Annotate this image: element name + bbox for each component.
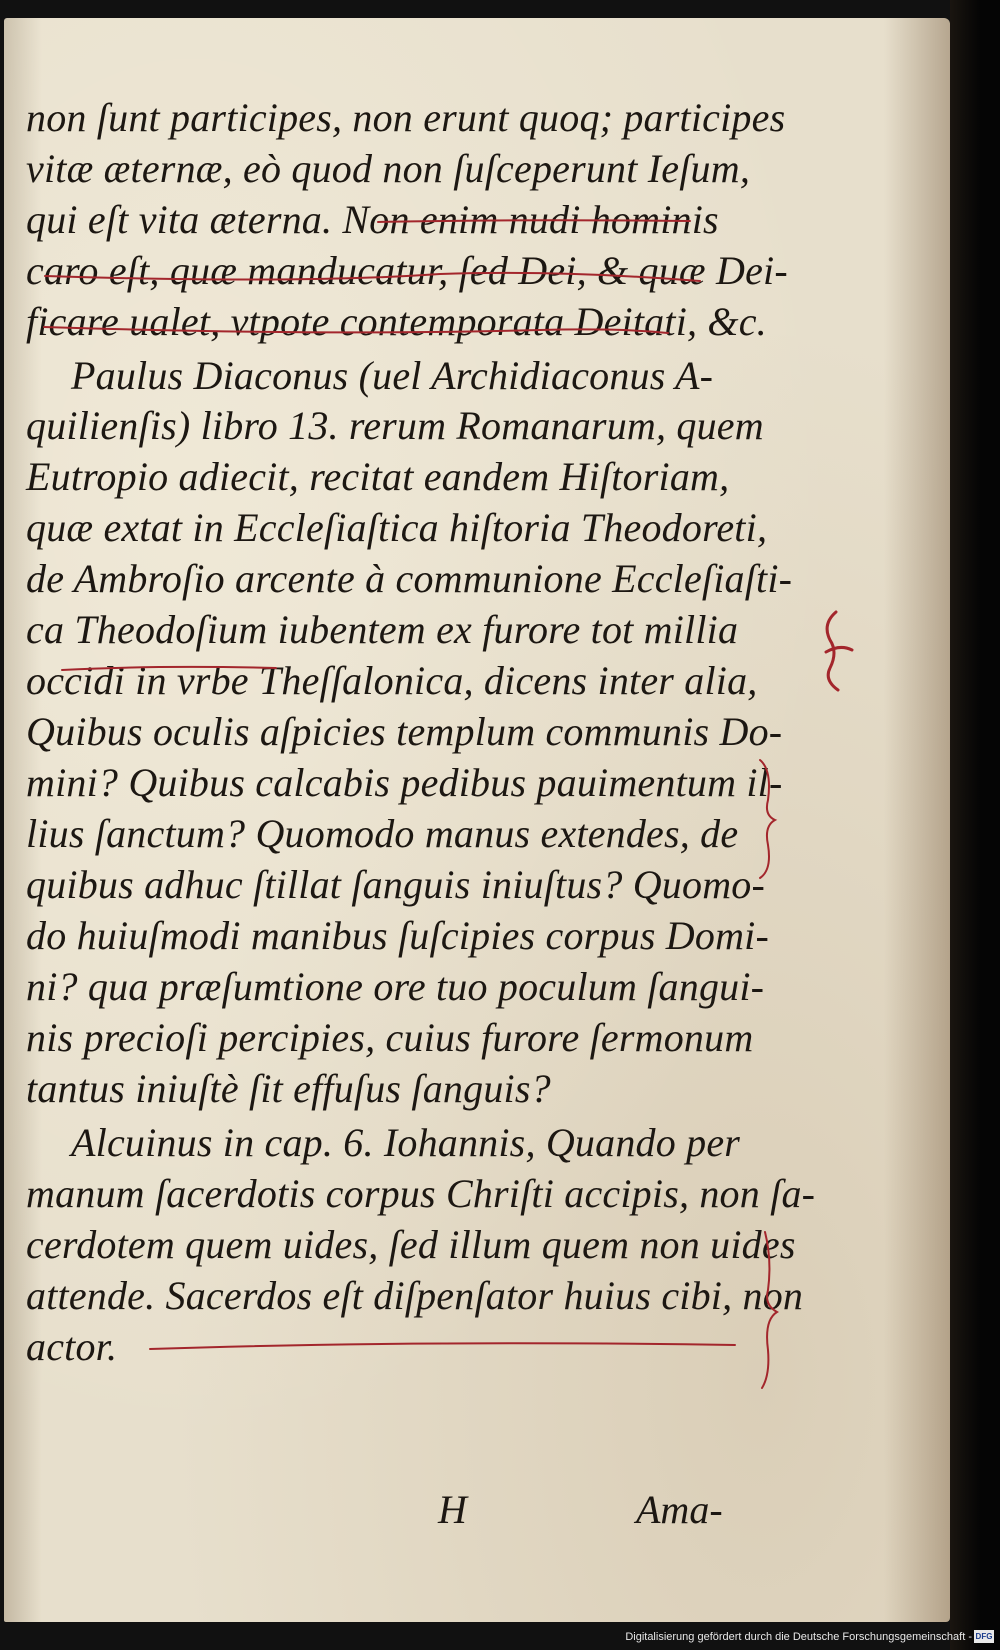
text-line: quibus adhuc ſtillat ſanguis iniuſtus? Quomo- [26, 862, 766, 907]
text-line: actor. [26, 1324, 118, 1369]
paragraph-start-line: Alcuinus in cap. 6. Iohannis, Quando per [71, 1120, 741, 1165]
text-line: ficare ualet, vtpote contemporata Deitati, &c. [26, 299, 767, 344]
text-line: quæ extat in Eccleſiaſtica hiſtoria Theodoreti, [26, 505, 768, 550]
text-line: qui eſt vita æterna. Non enim nudi hominis [26, 197, 719, 242]
text-line: lius ſanctum? Quomodo manus extendes, de [26, 811, 739, 856]
catchword: Ama- [636, 1487, 723, 1532]
text-line: ni? qua præſumtione ore tuo poculum ſangui- [26, 964, 765, 1009]
paragraph-start-line: Paulus Diaconus (uel Archidiaconus A- [71, 353, 714, 398]
text-line: quilienſis) libro 13. rerum Romanarum, quem [26, 403, 764, 448]
page-footer-marks [26, 1486, 766, 1536]
dfg-logo: DFG [975, 1632, 993, 1641]
text-line: do huiuſmodi manibus ſuſcipies corpus Domi- [26, 913, 770, 958]
text-line: vitæ æternæ, eò quod non ſuſceperunt Ieſum, [26, 146, 751, 191]
signature-mark: H [438, 1487, 467, 1532]
text-line: occidi in vrbe Theſſalonica, dicens inter alia, [26, 658, 758, 703]
book-edge-shadow [950, 0, 1000, 1650]
text-line: tantus iniuſtè ſit effuſus ſanguis? [26, 1066, 551, 1111]
text-line: de Ambroſio arcente à communione Eccleſiaſti- [26, 556, 793, 601]
book-page [4, 18, 950, 1622]
text-line: non ſunt participes, non erunt quoq; participes [26, 95, 786, 140]
text-line: nis precioſi percipies, cuius furore ſermonum [26, 1015, 754, 1060]
text-line: Eutropio adiecit, recitat eandem Hiſtoriam, [26, 454, 730, 499]
text-line: ca Theodoſium iubentem ex furore tot millia [26, 607, 739, 652]
digitization-credit: Digitalisierung gefördert durch die Deutsche Forschungsgemeinschaft - [625, 1631, 972, 1643]
text-line: caro eſt, quæ manducatur, ſed Dei, & quæ Dei- [26, 248, 788, 293]
text-line: Quibus oculis aſpicies templum communis Do- [26, 709, 783, 754]
text-line: cerdotem quem uides, ſed illum quem non uides [26, 1222, 796, 1267]
text-line: mini? Quibus calcabis pedibus pauimentum il- [26, 760, 783, 805]
text-line: manum ſacerdotis corpus Chriſti accipis, non ſa- [26, 1171, 816, 1216]
text-line: attende. Sacerdos eſt diſpenſator huius cibi, non [26, 1273, 804, 1318]
